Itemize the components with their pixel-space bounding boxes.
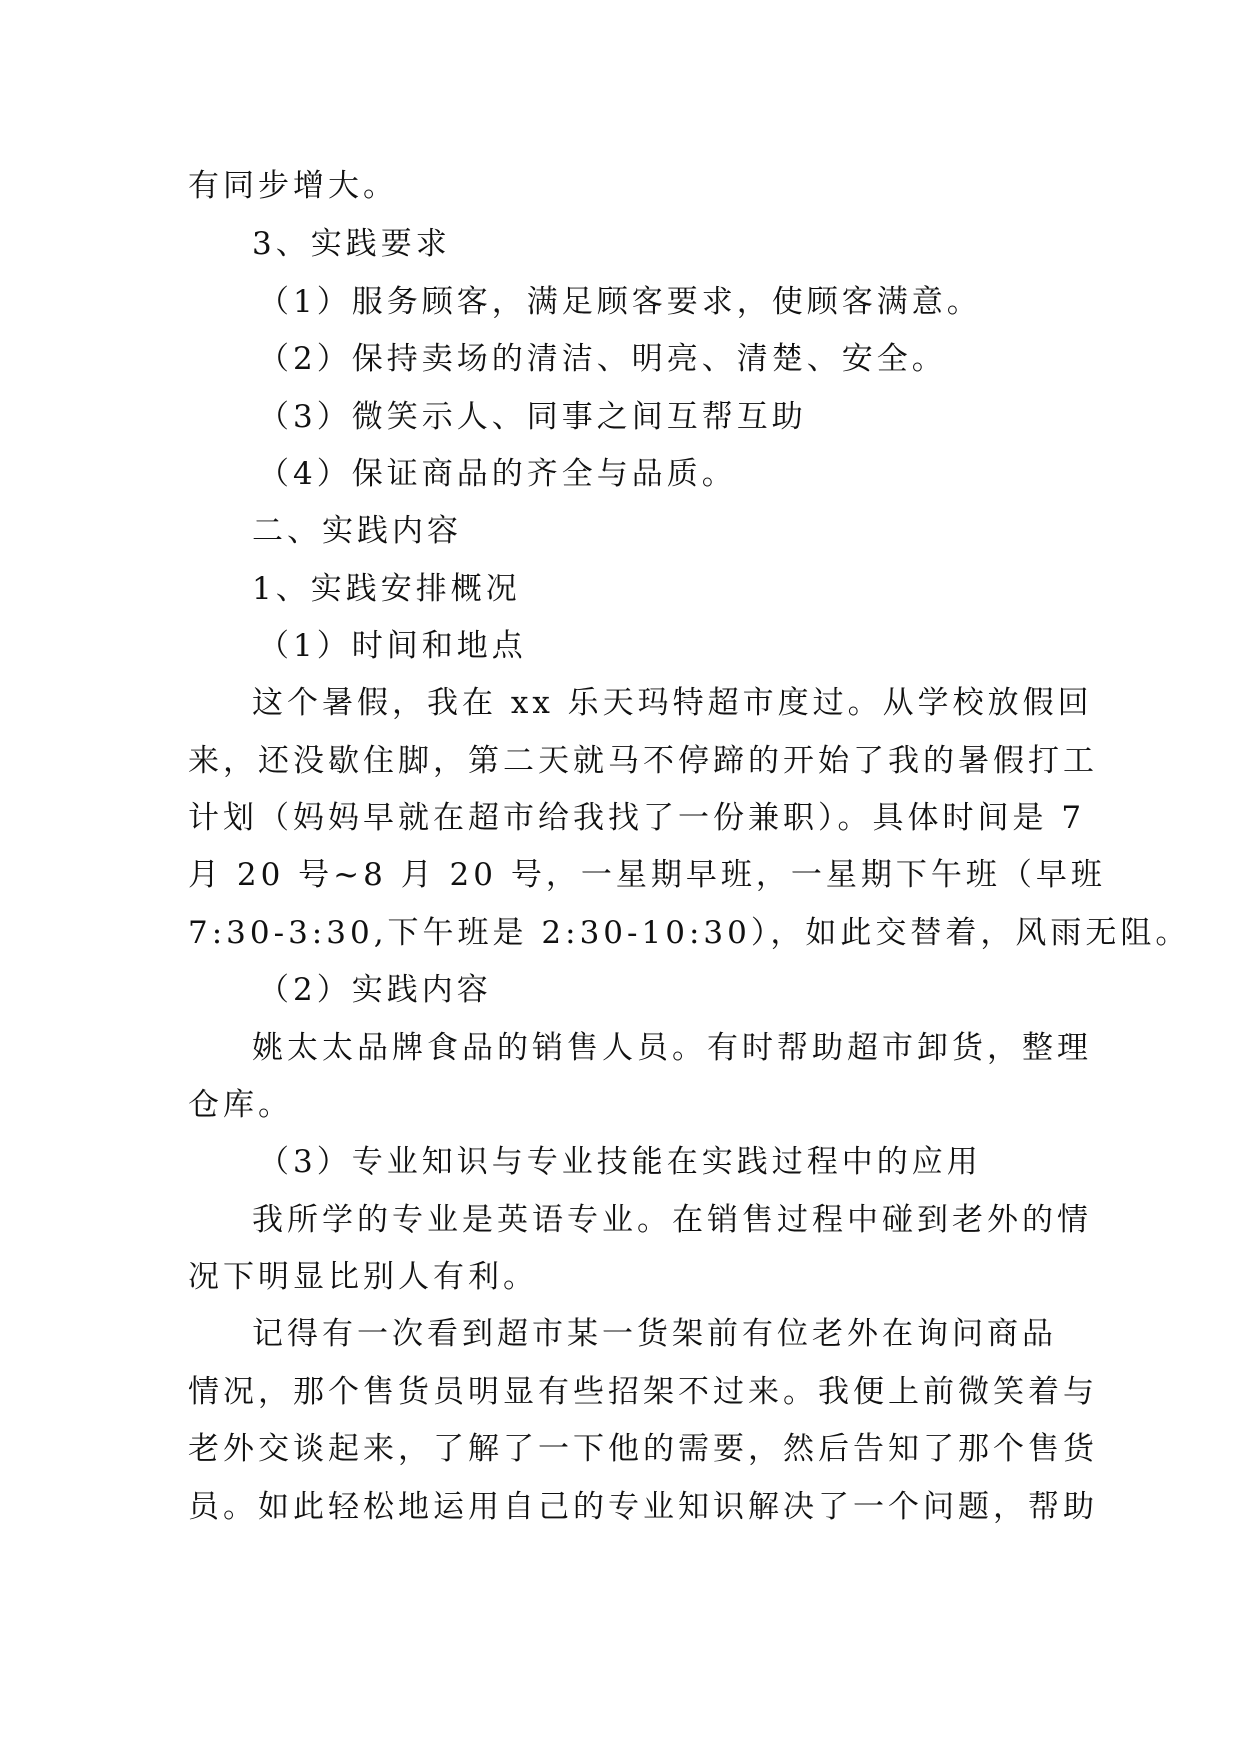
subsection-heading: （1）时间和地点 (258, 628, 527, 664)
paragraph-line: 这个暑假，我在 xx 乐天玛特超市度过。从学校放假回 (252, 685, 1093, 721)
section-heading: 3、实践要求 (252, 226, 451, 262)
paragraph-line: 况下明显比别人有利。 (188, 1259, 538, 1295)
subsection-heading: 1、实践安排概况 (252, 571, 521, 607)
paragraph-line: 来，还没歇住脚，第二天就马不停蹄的开始了我的暑假打工 (188, 743, 1098, 779)
paragraph-line: 记得有一次看到超市某一货架前有位老外在询问商品 (252, 1316, 1057, 1352)
list-item: （2）保持卖场的清洁、明亮、清楚、安全。 (258, 341, 947, 377)
paragraph-line: 计划（妈妈早就在超市给我找了一份兼职）。具体时间是 7 (188, 800, 1086, 836)
paragraph-line: 仓库。 (188, 1087, 293, 1123)
list-item: （3）微笑示人、同事之间互帮互助 (258, 399, 807, 435)
paragraph-line: 月 20 号~8 月 20 号，一星期早班，一星期下午班（早班 (188, 857, 1106, 893)
paragraph-line: 姚太太品牌食品的销售人员。有时帮助超市卸货，整理 (252, 1030, 1092, 1066)
list-item: （4）保证商品的齐全与品质。 (258, 456, 737, 492)
paragraph-line: 情况，那个售货员明显有些招架不过来。我便上前微笑着与 (188, 1374, 1098, 1410)
paragraph-line: 我所学的专业是英语专业。在销售过程中碰到老外的情 (252, 1202, 1092, 1238)
list-item: （1）服务顾客，满足顾客要求，使顾客满意。 (258, 284, 982, 320)
paragraph-line: 有同步增大。 (188, 168, 398, 204)
subsection-heading: （3）专业知识与专业技能在实践过程中的应用 (258, 1144, 982, 1180)
paragraph-line: 老外交谈起来，了解了一下他的需要，然后告知了那个售货 (188, 1431, 1098, 1467)
paragraph-line: 员。如此轻松地运用自己的专业知识解决了一个问题，帮助 (188, 1489, 1098, 1525)
section-heading: 二、实践内容 (252, 513, 462, 549)
paragraph-line: 7:30-3:30,下午班是 2:30-10:30），如此交替着，风雨无阻。 (188, 915, 1191, 951)
subsection-heading: （2）实践内容 (258, 972, 492, 1008)
